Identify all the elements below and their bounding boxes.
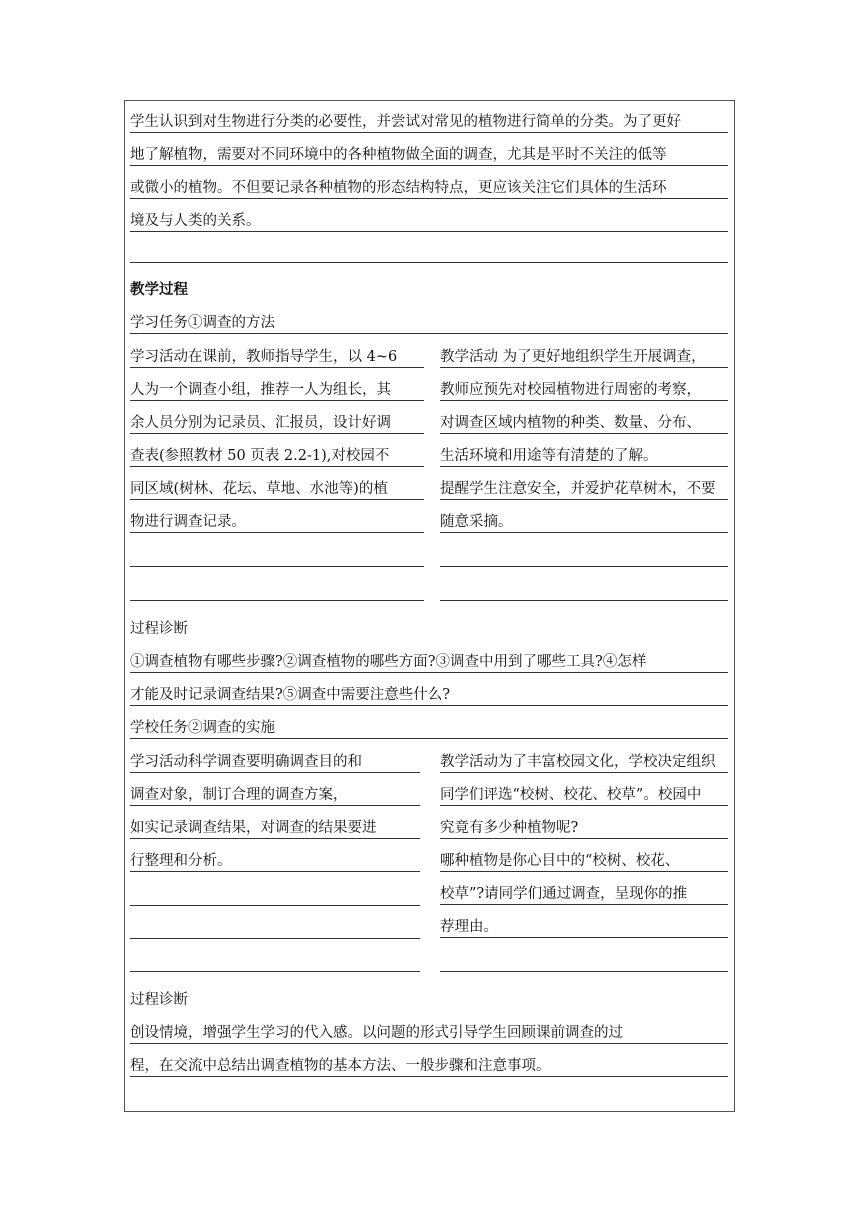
- task2-diagnosis-line-1: 创设情境，增强学生学习的代入感。以问题的形式引导学生回顾课前调查的过: [130, 1023, 728, 1044]
- task2-title: 学校任务②调查的实施: [130, 718, 728, 739]
- task1-learning-line-6: 物进行调查记录。: [130, 512, 424, 533]
- blank-rule: [130, 938, 420, 939]
- intro-line-3: 或微小的植物。不但要记录各种植物的形态结构特点，更应该关注它们具体的生活环: [130, 178, 728, 199]
- task1-teaching-line-2: 教师应预先对校园植物进行周密的考察，: [440, 380, 728, 401]
- task1-learning-line-2: 人为一个调查小组，推荐一人为组长，其: [130, 380, 424, 401]
- task1-diagnosis-label: 过程诊断: [130, 621, 188, 637]
- blank-rule: [130, 600, 424, 601]
- task1-diagnosis-line-2: 才能及时记录调查结果?⑤调查中需要注意些什么?: [130, 685, 728, 706]
- task1-learning-line-1: 学习活动在课前，教师指导学生，以 4~6: [130, 347, 424, 368]
- task1-learning-line-4: 查表(参照教材 50 页表 2.2-1),对校园不: [130, 446, 424, 467]
- task1-teaching-line-3: 对调查区域内植物的种类、数量、分布、: [440, 413, 728, 434]
- blank-rule: [440, 566, 728, 567]
- task1-teaching-line-4: 生活环境和用途等有清楚的了解。: [440, 446, 728, 467]
- task1-teaching-line-1: 教学活动 为了更好地组织学生开展调查，: [440, 347, 728, 368]
- task1-diagnosis-line-1: ①调查植物有哪些步骤?②调查植物的哪些方面?③调查中用到了哪些工具?④怎样: [130, 652, 728, 673]
- process-heading: 教学过程: [130, 282, 188, 298]
- intro-line-2: 地了解植物，需要对不同环境中的各种植物做全面的调查，尤其是平时不关注的低等: [130, 145, 728, 166]
- task2-learning-line-4: 行整理和分析。: [130, 851, 420, 872]
- blank-rule: [130, 905, 420, 906]
- blank-rule: [440, 600, 728, 601]
- task2-teaching-line-4: 哪种植物是你心目中的“校树、校花、: [440, 851, 728, 872]
- task1-teaching-line-6: 随意采摘。: [440, 512, 728, 533]
- task2-diagnosis-label: 过程诊断: [130, 992, 188, 1008]
- task2-learning-line-3: 如实记录调查结果，对调查的结果要进: [130, 818, 420, 839]
- document-frame: [124, 100, 735, 1112]
- task2-diagnosis-line-2: 程，在交流中总结出调查植物的基本方法、一般步骤和注意事项。: [130, 1056, 728, 1077]
- task2-teaching-line-6: 荐理由。: [440, 917, 728, 938]
- blank-rule: [130, 262, 728, 263]
- task2-teaching-line-1: 教学活动为了丰富校园文化，学校决定组织: [440, 752, 728, 773]
- task2-teaching-line-2: 同学们评选“校树、校花、校草”。校园中: [440, 785, 728, 806]
- task1-title: 学习任务①调查的方法: [130, 313, 728, 334]
- task1-learning-line-5: 同区域(树林、花坛、草地、水池等)的植: [130, 479, 424, 500]
- task2-teaching-line-5: 校草”?请同学们通过调查，呈现你的推: [440, 884, 728, 905]
- intro-line-4: 境及与人类的关系。: [130, 211, 728, 232]
- task2-learning-line-2: 调查对象，制订合理的调查方案，: [130, 785, 420, 806]
- task1-learning-line-3: 余人员分别为记录员、汇报员，设计好调: [130, 413, 424, 434]
- intro-line-1: 学生认识到对生物进行分类的必要性，并尝试对常见的植物进行简单的分类。为了更好: [130, 112, 728, 133]
- task1-teaching-line-5: 提醒学生注意安全，并爱护花草树木，不要: [440, 479, 728, 500]
- blank-rule: [130, 971, 420, 972]
- task2-learning-line-1: 学习活动科学调查要明确调查目的和: [130, 752, 420, 773]
- blank-rule: [130, 566, 424, 567]
- blank-rule: [440, 971, 728, 972]
- task2-teaching-line-3: 究竟有多少种植物呢?: [440, 818, 728, 839]
